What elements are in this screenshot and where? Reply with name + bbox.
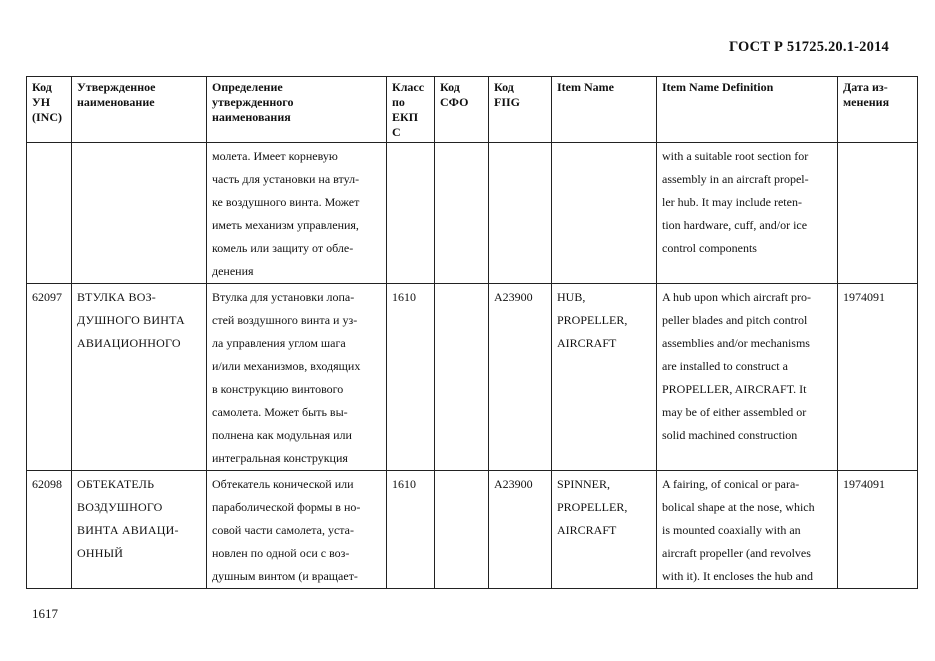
cell-sfo (435, 284, 489, 471)
table-row (27, 471, 918, 589)
cell-name: ОБТЕКАТЕЛЬ ВОЗДУШНОГО ВИНТА АВИАЦИ- ОННЫЙ (72, 471, 207, 589)
cell-sfo (435, 143, 489, 284)
cell-item-definition: with a suitable root section for assembly in an aircraft propel- ler hub. It may include reten- tion hardware, cuff, and/or ice control components (657, 143, 838, 284)
cell-inc: 62098 (27, 471, 72, 589)
data-table (26, 76, 918, 589)
cell-date: 1974091 (838, 284, 918, 471)
cell-class: 1610 (387, 471, 435, 589)
cell-item-name: HUB, PROPELLER, AIRCRAFT (552, 284, 657, 471)
cell-definition: молета. Имеет корневую часть для установки на втул- ке воздушного винта. Может иметь механизм управления, комель или защиту от обле- денения (207, 143, 387, 284)
cell-class: 1610 (387, 284, 435, 471)
column-header-fiig: Код FIIG (489, 77, 552, 143)
cell-item-definition: A fairing, of conical or para- bolical shape at the nose, which is mounted coaxially with an aircraft propeller (and revolves with it). It encloses the hub and (657, 471, 838, 589)
cell-item-name: SPINNER, PROPELLER, AIRCRAFT (552, 471, 657, 589)
cell-date (838, 143, 918, 284)
column-header-item-definition: Item Name Definition (657, 77, 838, 143)
table-row (27, 143, 918, 284)
column-header-sfo: Код СФО (435, 77, 489, 143)
cell-item-definition: A hub upon which aircraft pro- peller blades and pitch control assemblies and/or mechanisms are installed to construct a PROPELLER, AIRCRAFT. It may be of either assembled or solid machined construction (657, 284, 838, 471)
cell-sfo (435, 471, 489, 589)
table-header-row (27, 77, 918, 143)
cell-name (72, 143, 207, 284)
cell-definition: Обтекатель конической или параболической формы в но- совой части самолета, уста- новлен по одной оси с воз- душным винтом (и вращает- (207, 471, 387, 589)
table-row (27, 284, 918, 471)
column-header-item-name: Item Name (552, 77, 657, 143)
column-header-class: Класс по ЕКП С (387, 77, 435, 143)
cell-definition: Втулка для установки лопа- стей воздушного винта и уз- ла управления углом шага и/или механизмов, входящих в конструкцию винтового самолета. Может быть вы- полнена как модульная или интегральная конструкция (207, 284, 387, 471)
cell-date: 1974091 (838, 471, 918, 589)
cell-fiig: A23900 (489, 284, 552, 471)
cell-name: ВТУЛКА ВОЗ- ДУШНОГО ВИНТА АВИАЦИОННОГО (72, 284, 207, 471)
column-header-inc: Код УН (INC) (27, 77, 72, 143)
cell-item-name (552, 143, 657, 284)
document-title: ГОСТ Р 51725.20.1-2014 (728, 39, 889, 55)
cell-class (387, 143, 435, 284)
cell-inc: 62097 (27, 284, 72, 471)
cell-fiig (489, 143, 552, 284)
column-header-date: Дата из- менения (838, 77, 918, 143)
cell-inc (27, 143, 72, 284)
cell-fiig: A23900 (489, 471, 552, 589)
column-header-definition: Определение утвержденного наименования (207, 77, 387, 143)
column-header-name: Утвержденное наименование (72, 77, 207, 143)
page-number: 1617 (32, 606, 58, 621)
